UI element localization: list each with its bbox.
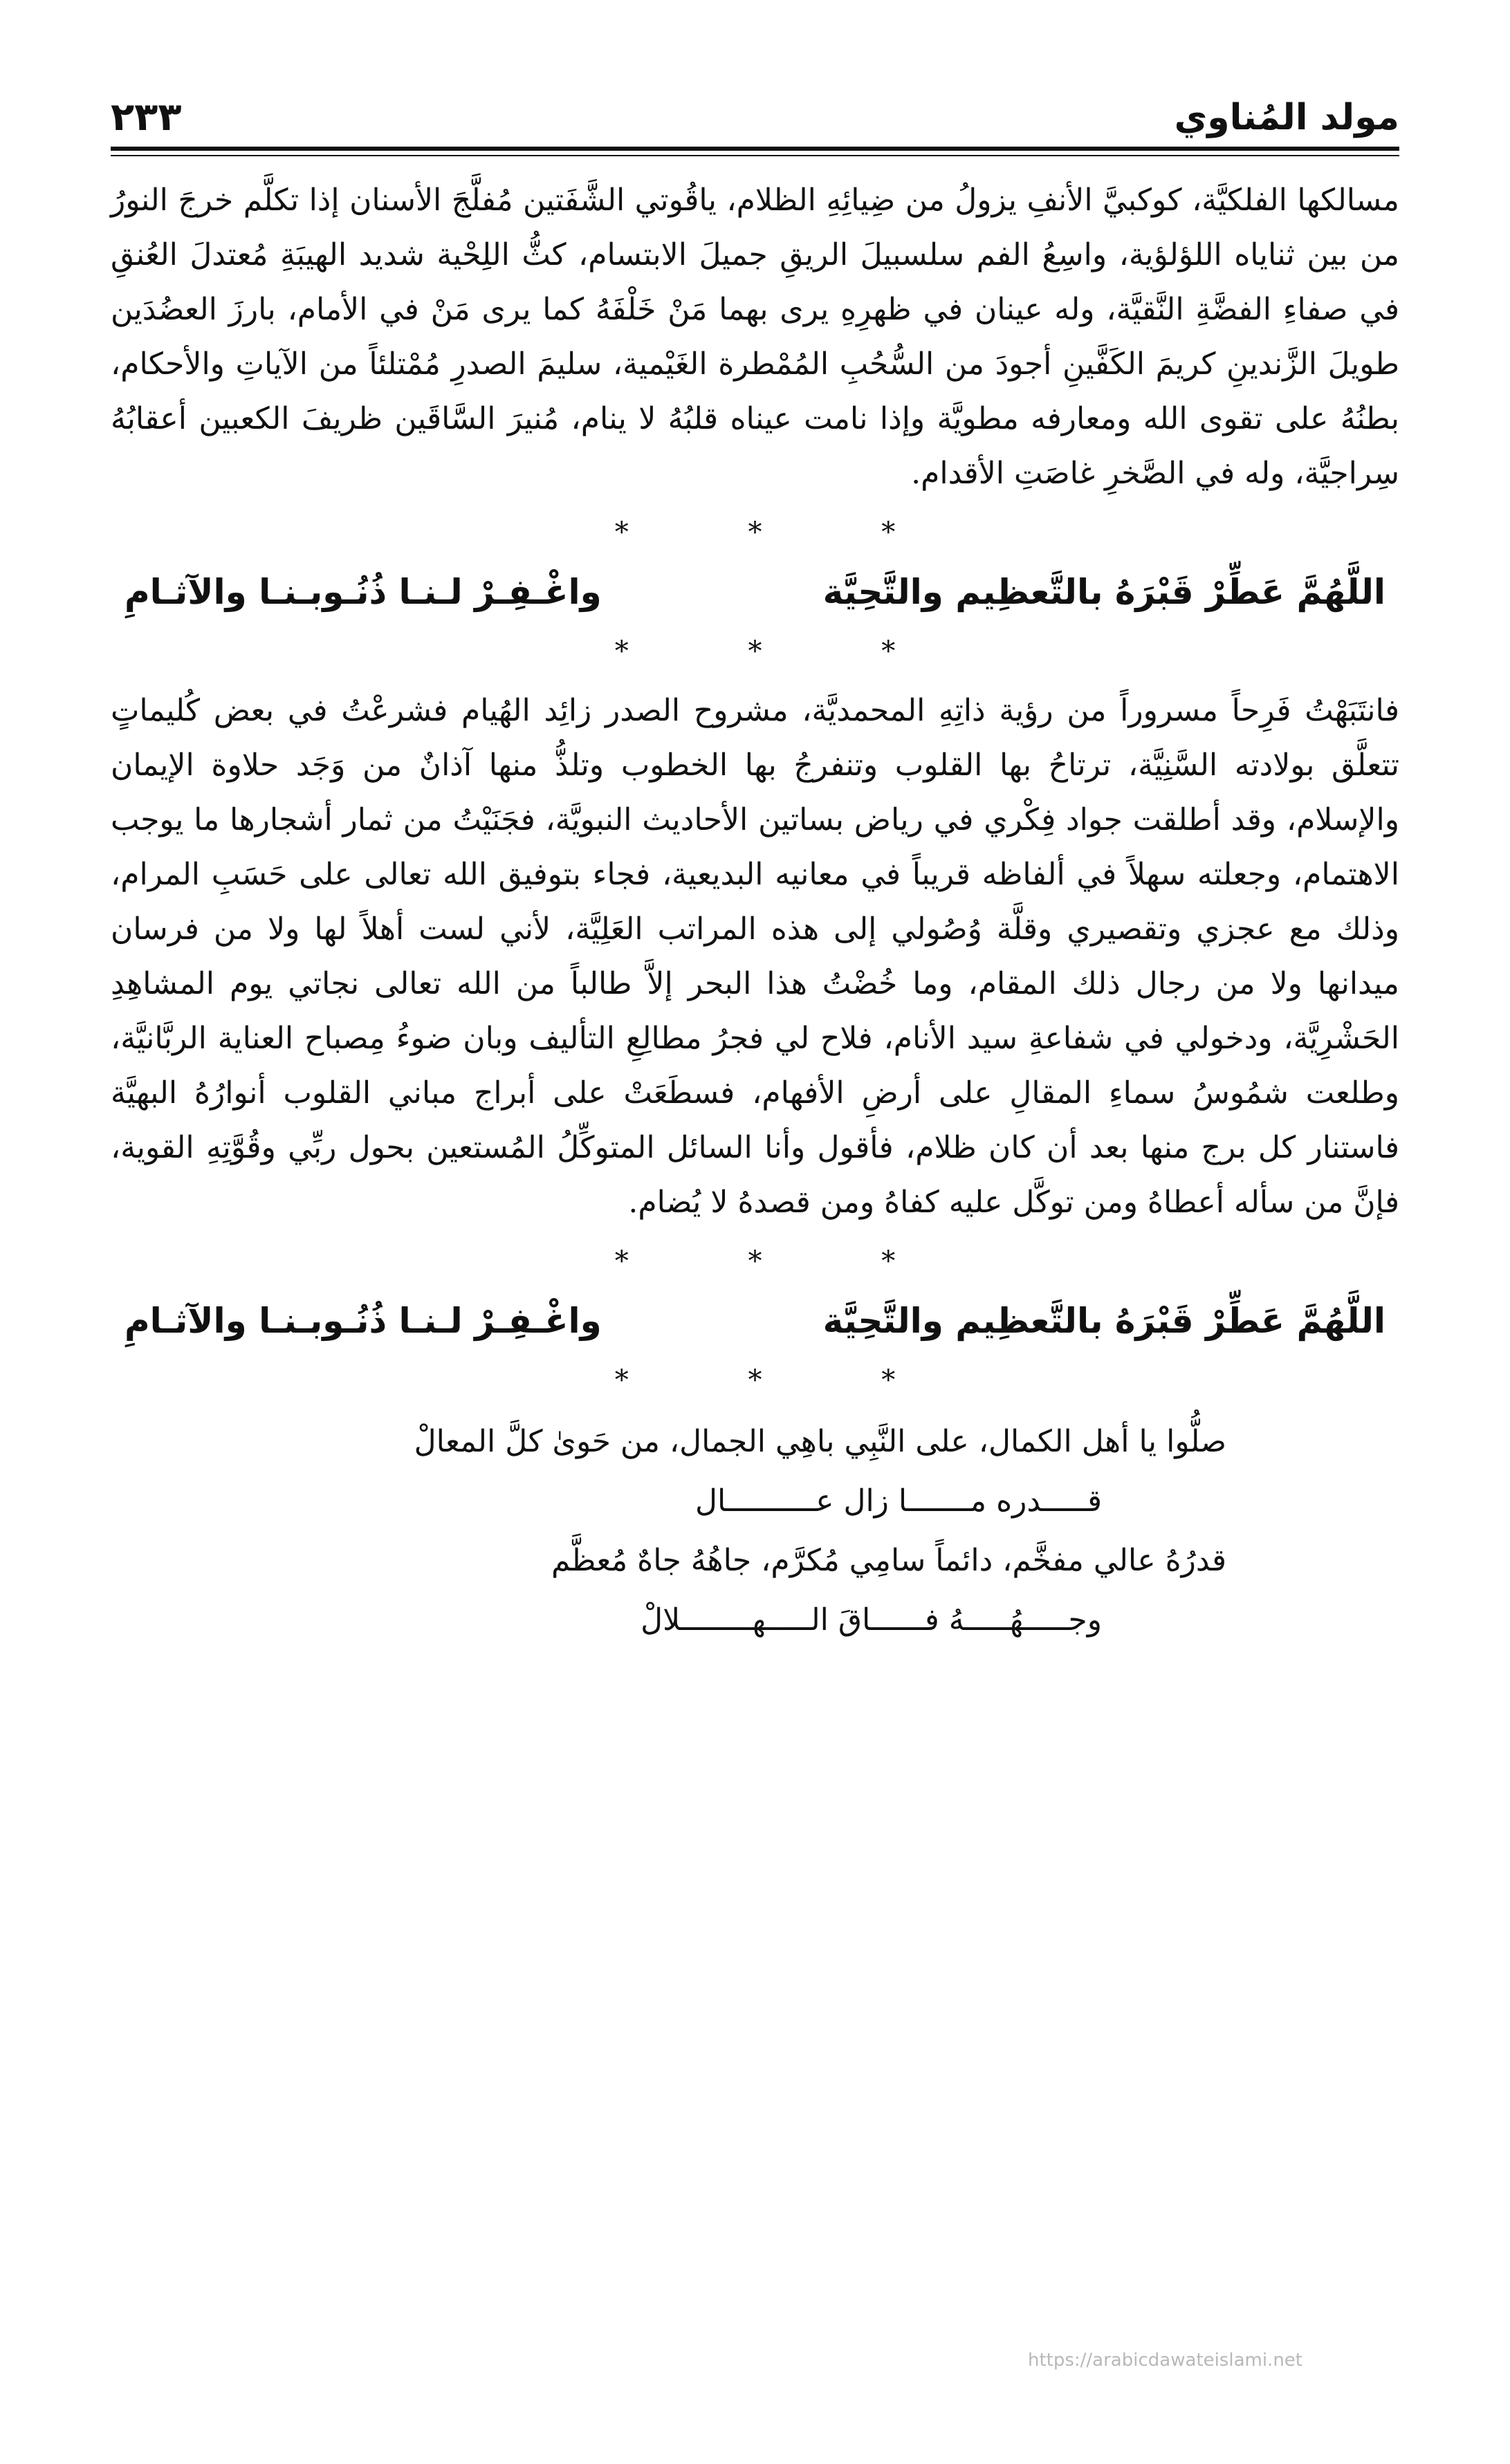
page-body [111,173,1399,1650]
paragraph-narrative: فانتَبَهْتُ فَرِحاً مسروراً من رؤية ذاتِهِ المحمديَّة، مشروح الصدر زائِد الهُيام فشرعْتُ في بعض كُليماتٍ تتعلَّق بولادته السَّنِيَّة، ترتاحُ بها القلوب وتنفرجُ بها الخطوب وتلذُّ منها آذانٌ من وَجَد حلاوة الإيمان والإسلام، وقد أطلقت جواد فِكْري في رياض بساتين الأحاديث النبويَّة، فجَنَيْتُ من ثمار أشجارها ما يوجب الاهتمام، وجعلته سهلاً في ألفاظه قريباً في معانيه البديعية، فجاء بتوفيق الله تعالى على حَسَبِ المرام، وذلك مع عجزي وتقصيري وقلَّة وُصُولي إلى هذه المراتب العَلِيَّة، لأني لست أهلاً لها ولا من فرسان ميدانها ولا من رجال ذلك المقام، وما خُضْتُ هذا البحر إلاَّ طالباً من الله تعالى نجاتي يوم المشاهِدِ الحَشْرِيَّة، ودخولي في شفاعةِ سيد الأنام، فلاح لي فجرُ مطالِعِ التأليف وبان ضوءُ مِصباح العناية الربَّانيَّة، وطلعت شمُوسُ سماءِ المقالِ على أرضِ الأفهام، فسطَعَتْ على أبراج مباني القلوب أنوارُهُ البهيَّة فاستنار كل برج منها بعد أن كان ظلام، فأقول وأنا السائل المتوكِّلُ المُستعين بحول ربِّي وقُوَّتِهِ القوية، فإنَّ من سأله أعطاهُ ومن توكَّل عليه كفاهُ ومن قصدهُ لا يُضام. [111,693,1399,1220]
poem-line: قـــــدره مـــــــا زال عــــــــــال [694,1483,1102,1519]
poem-line: صلُّوا يا أهل الكمال، على النَّبِي باهِي الجمال، من حَوىٰ كلَّ المعالْ [414,1424,1226,1459]
salawat-refrain [111,1293,1399,1349]
salawat-second-hemistich: واغْـفِـرْ لـنـا ذُنُـوبـنـا والآثـامِ [125,572,602,612]
header-rule-thick [111,147,1399,151]
running-header [111,90,1399,145]
poem-line: وجـــــهُـــــهُ فــــــاقَ الـــــهــــــــلالْ [641,1602,1102,1638]
watermark-url: https://arabicdawateislami.net [1027,2350,1302,2371]
book-title: مولد المُناوي [1174,97,1399,138]
salawat-refrain [111,564,1399,620]
stars-separator: * * * [614,1364,951,1396]
page-number: ٢٣٣ [111,95,182,140]
poem-block [111,1412,1399,1650]
salawat-second-hemistich: واغْـفِـرْ لـنـا ذُنُـوبـنـا والآثـامِ [125,1301,602,1341]
poem-line: قدرُهُ عالي مفخَّم، دائماً سامِي مُكرَّم، جاهُهُ جاهٌ مُعظَّم [551,1543,1226,1578]
header-rule-thin [111,155,1399,156]
stars-separator: * * * [614,636,951,667]
salawat-first-hemistich: اللَّهُمَّ عَطِّرْ قَبْرَهُ بالتَّعظِيم والتَّحِيَّة [822,572,1385,612]
paragraph-description: مسالكها الفلكيَّة، كوكبيَّ الأنفِ يزولُ من ضِيائِهِ الظلام، ياقُوتي الشَّفَتين مُفلَّجَ الأسنان إذا تكلَّم خرجَ النورُ من بين ثناياه اللؤلؤية، واسِعُ الفم سلسبيلَ الريقِ جميلَ الابتسام، كثُّ اللِحْية شديد الهيبَةِ مُعتدلَ العُنقِ في صفاءِ الفضَّةِ النَّقيَّة، وله عينان في ظهرِهِ يرى بهما مَنْ خَلْفَهُ كما يرى مَنْ في الأمام، بارزَ العضُدَين طويلَ الزَّندينِ كريمَ الكَفَّينِ أجودَ من السُّحُبِ المُمْطرة الغَيْمية، سليمَ الصدرِ مُمْتلئاً من الآياتِ والأحكام، بطنُهُ على تقوى الله ومعارفه مطويَّة وإذا نامت عيناه قلبُهُ لا ينام، مُنيرَ السَّاقَين ظريفَ الكعبين أعقابُهُ سِراجيَّة، وله في الصَّخرِ غاصَتِ الأقدام. [111,183,1400,491]
salawat-first-hemistich: اللَّهُمَّ عَطِّرْ قَبْرَهُ بالتَّعظِيم والتَّحِيَّة [822,1301,1385,1341]
stars-separator: * * * [614,1245,951,1277]
stars-separator: * * * [614,517,951,548]
